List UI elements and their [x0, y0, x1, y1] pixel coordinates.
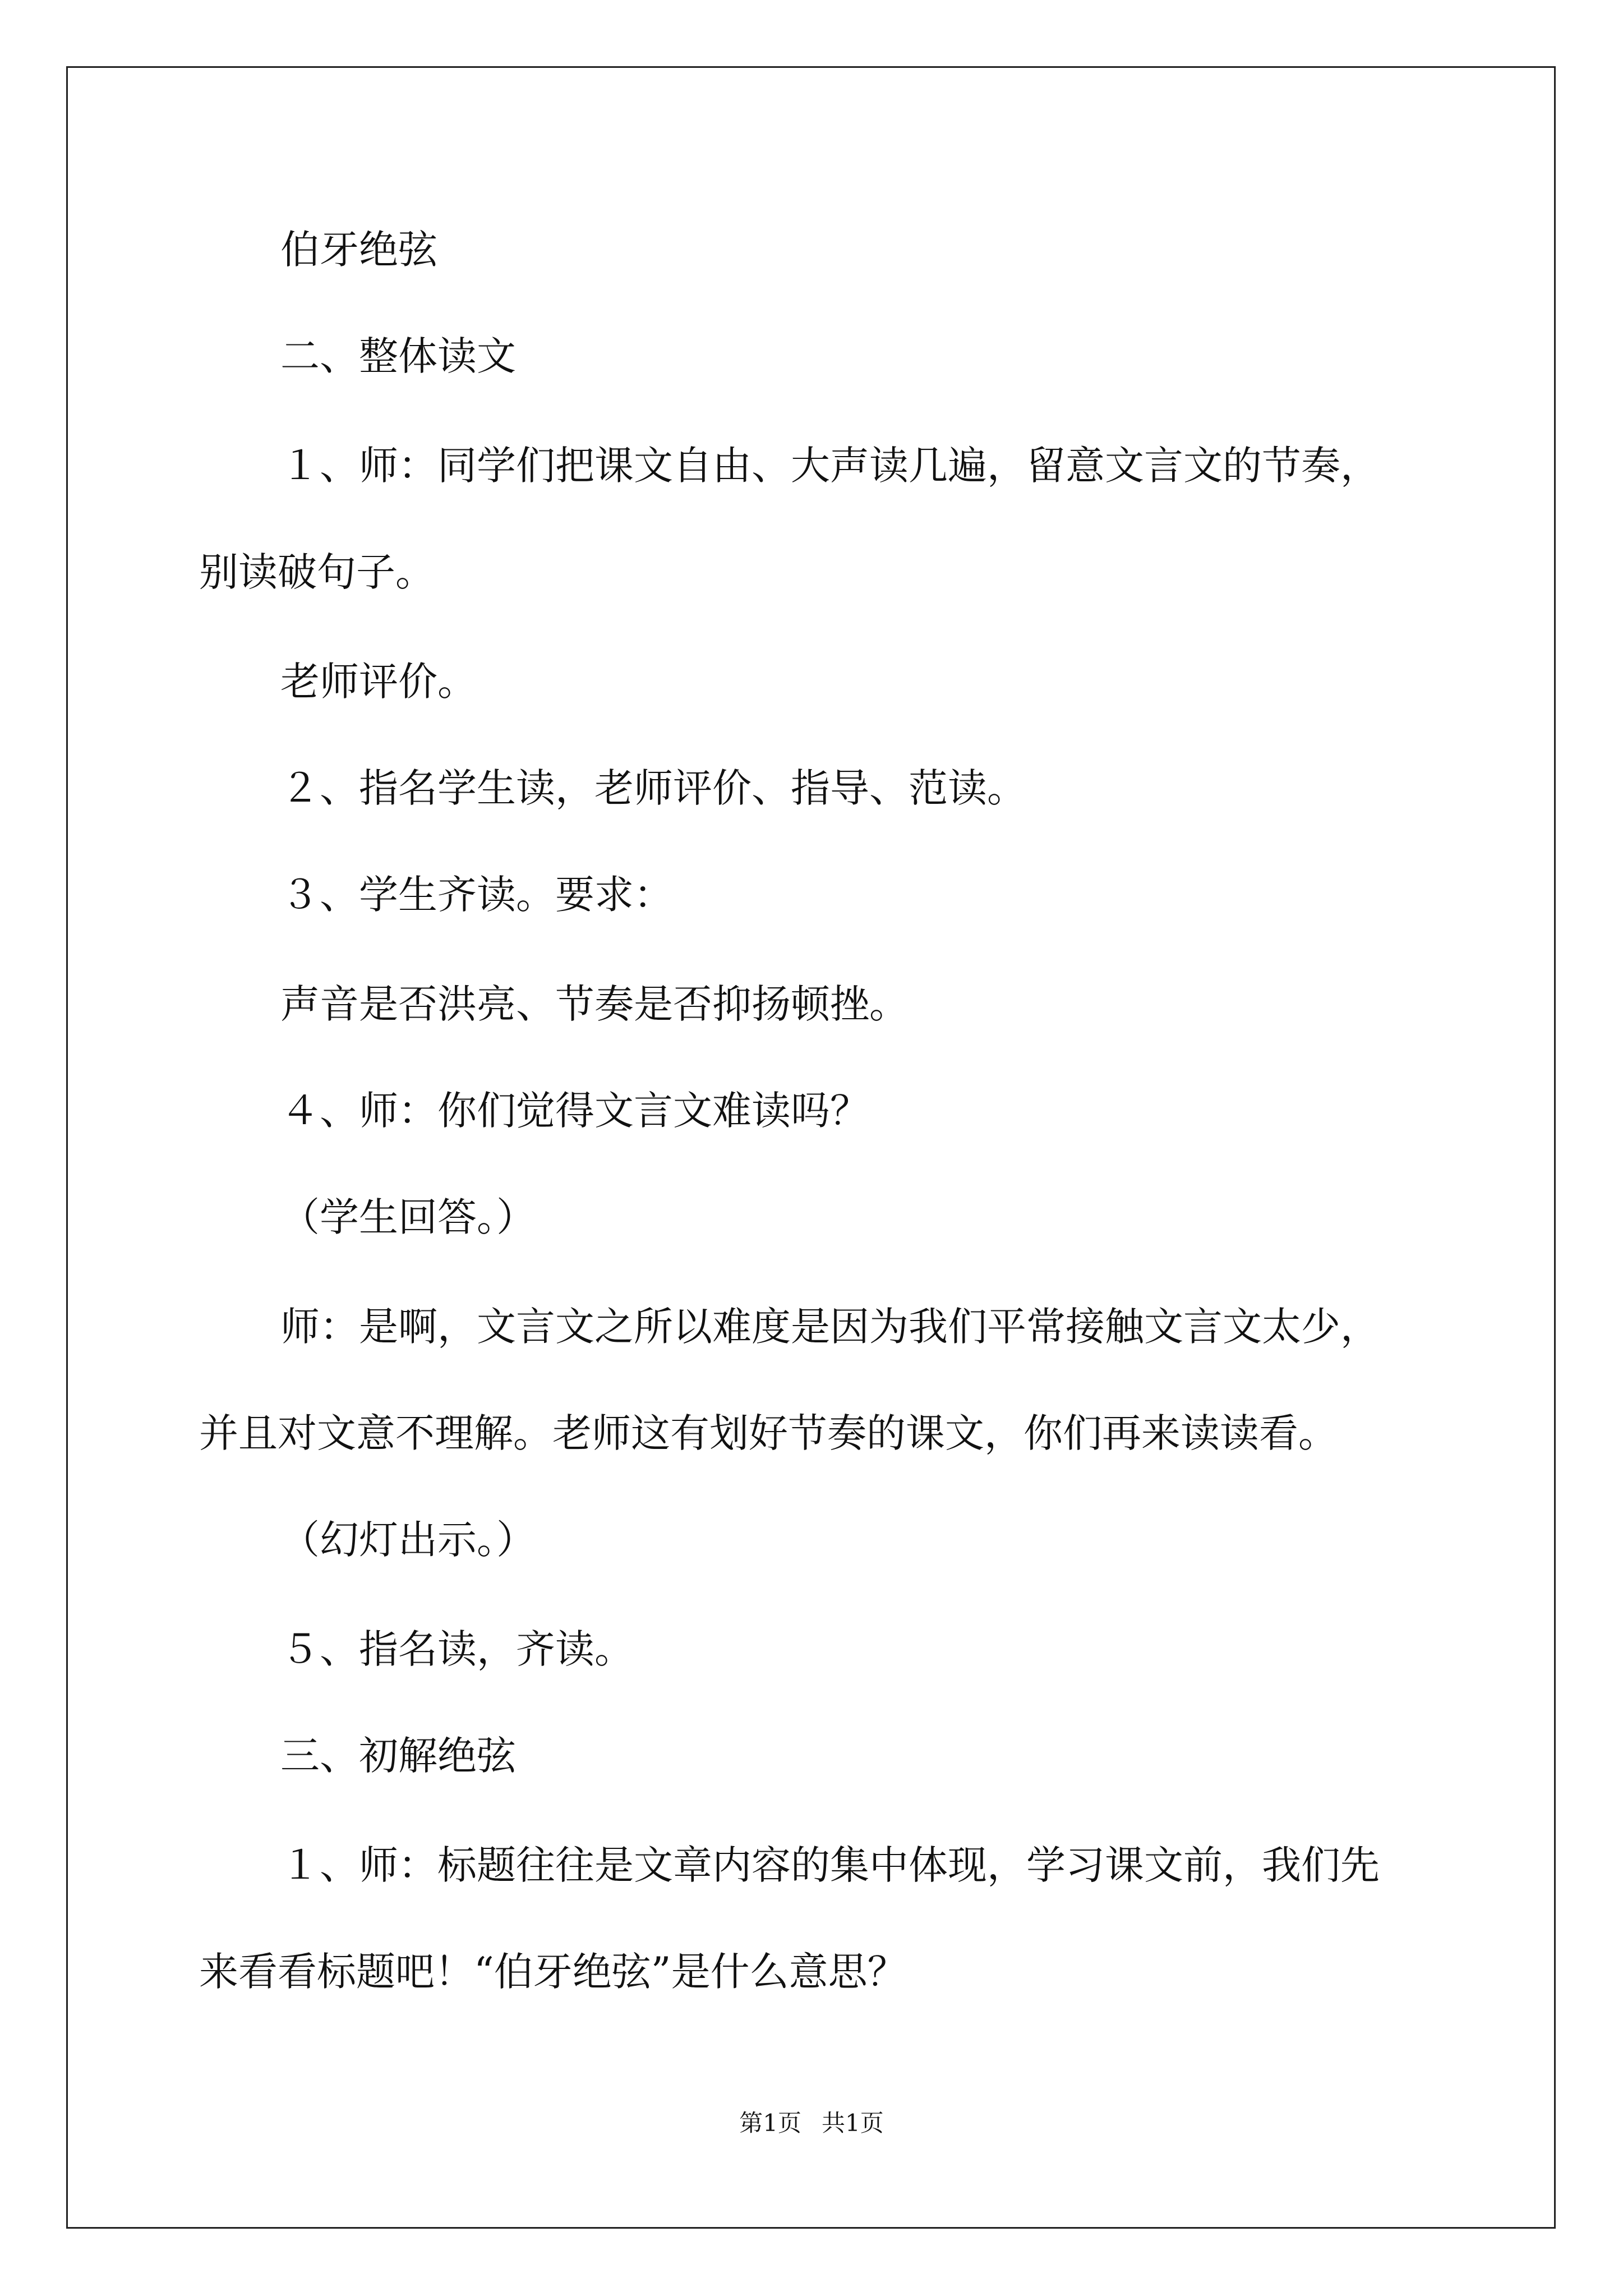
paragraph: （学生回答。）: [280, 1194, 536, 1240]
page-border: [66, 66, 1556, 2229]
page-number-total: 共1页: [822, 2109, 884, 2137]
paragraph-section-heading: 三、初解绝弦: [280, 1733, 516, 1779]
paragraph: 声音是否洪亮、节奏是否抑扬顿挫。: [280, 981, 909, 1027]
paragraph: １、师：同学们把课文自由、大声读几遍，留意文言文的节奏，: [280, 443, 1380, 489]
paragraph-section-heading: 二、整体读文: [280, 333, 516, 379]
paragraph-continuation: 别读破句子。: [199, 549, 435, 595]
paragraph: ２、指名学生读，老师评价、指导、范读。: [280, 765, 1026, 811]
paragraph: 老师评价。: [280, 659, 477, 705]
paragraph-continuation: 并且对文意不理解。老师这有划好节奏的课文，你们再来读读看。: [199, 1410, 1338, 1456]
paragraph: ４、师：你们觉得文言文难读吗？: [280, 1088, 869, 1134]
paragraph: ５、指名读，齐读。: [280, 1626, 634, 1672]
page-number-current: 第1页: [739, 2109, 801, 2137]
paragraph: 师：是啊，文言文之所以难度是因为我们平常接触文言文太少，: [280, 1304, 1380, 1350]
paragraph: （幻灯出示。）: [280, 1517, 536, 1563]
page-footer: [0, 2106, 1623, 2140]
paragraph: ３、学生齐读。要求：: [280, 872, 673, 918]
paragraph-title: 伯牙绝弦: [280, 227, 437, 273]
paragraph: １、师：标题往往是文章内容的集中体现，学习课文前，我们先: [280, 1842, 1380, 1888]
paragraph-continuation: 来看看标题吧！“伯牙绝弦”是什么意思？: [199, 1949, 907, 1995]
